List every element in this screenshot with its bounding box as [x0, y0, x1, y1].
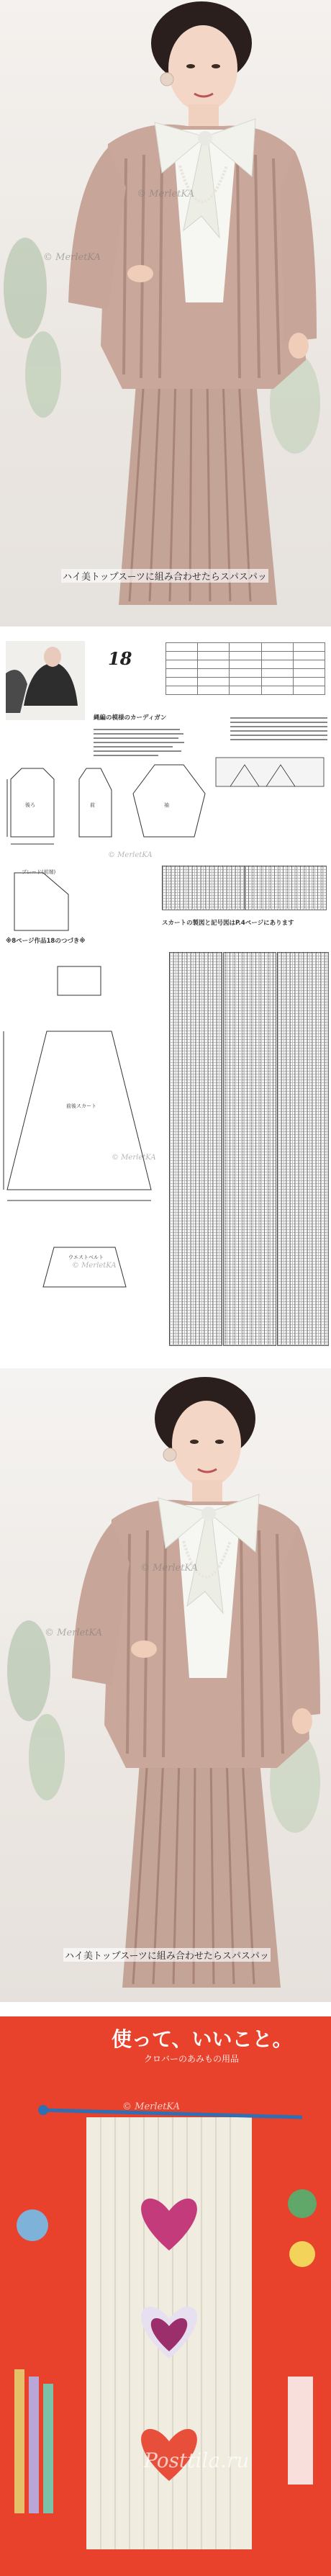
- watermark: © MerletKA: [45, 1628, 102, 1638]
- stitch-chart-columns: [162, 866, 325, 909]
- pattern-sheet-section: [0, 635, 331, 1355]
- label-sleeve: 袖: [164, 802, 169, 808]
- top-photo-illustration: [0, 0, 331, 627]
- watermark: © MerletKA: [140, 1563, 198, 1574]
- skirt-chart-columns: [169, 952, 327, 1345]
- photo-caption: ハイ美トップスーツに組み合わせたらスパスパッ: [63, 1948, 271, 1962]
- bottom-photo-section: [0, 1368, 331, 2002]
- promo-section: [0, 2016, 331, 2576]
- skirt-schematic: [0, 952, 166, 1291]
- label-skirt: 前後スカート: [66, 1103, 96, 1109]
- promo-headline: 使って、いいこと。: [112, 2027, 293, 2051]
- watermark: © MerletKA: [122, 2101, 180, 2112]
- promo-subline: クロバーのあみもの用品: [144, 2054, 240, 2064]
- label-front: 前: [90, 802, 95, 808]
- knitting-tools-illustration: [0, 2067, 331, 2571]
- continuation-note: ※8ページ作品18のつづき※: [6, 938, 86, 945]
- top-photo-section: [0, 0, 331, 627]
- pattern-title: 縄編の模様のカーディガン: [94, 714, 167, 722]
- label-back: 後ろ: [25, 802, 35, 808]
- watermark: © MerletKA: [112, 1154, 156, 1162]
- instruction-text-block-right: [230, 714, 327, 743]
- pattern-number: 18: [108, 648, 132, 669]
- label-braid: ブレード(前端): [22, 869, 56, 875]
- spec-table: [166, 642, 325, 695]
- watermark: © MerletKA: [137, 189, 194, 199]
- bottom-photo-illustration: [0, 1368, 331, 2002]
- watermark: © MerletKA: [43, 252, 101, 263]
- site-watermark: Posttila.ru: [144, 2449, 250, 2472]
- garment-thumbnail: [6, 641, 85, 720]
- skirt-chart-note: スカートの製図と記号図はP.4ページにあります: [162, 920, 294, 927]
- watermark: © MerletKA: [108, 851, 153, 859]
- watermark: © MerletKA: [72, 1262, 117, 1270]
- label-waist: ウエストベルト: [68, 1255, 104, 1260]
- photo-caption: ハイ美トップスーツに組み合わせたらスパスパッ: [61, 569, 268, 583]
